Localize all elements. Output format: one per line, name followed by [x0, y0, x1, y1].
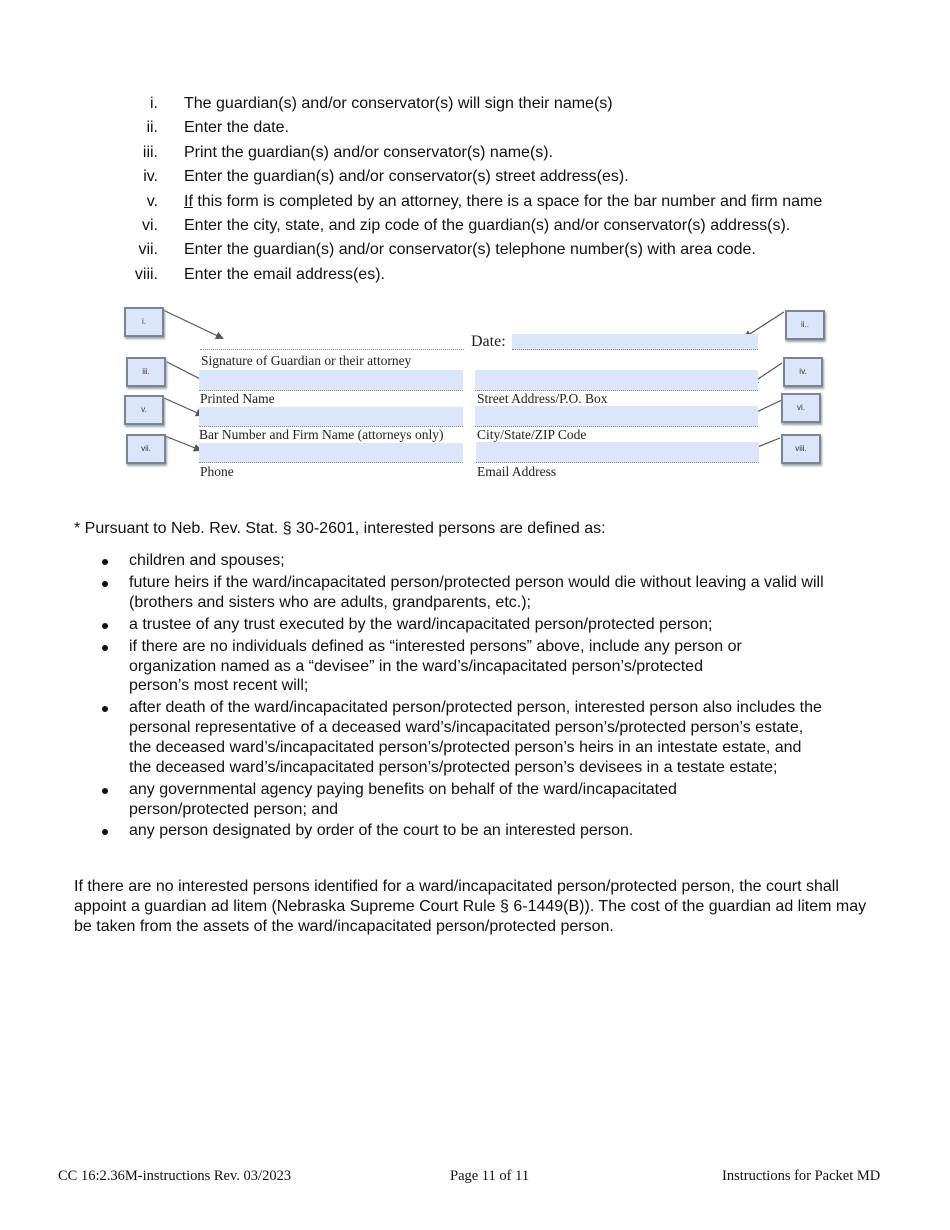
- callout-i: i.: [124, 307, 164, 337]
- callout-vi: vi.: [781, 393, 821, 423]
- step-text: Print the guardian(s) and/or conservator(s) name(s).: [184, 143, 554, 161]
- bullet-icon: [102, 623, 108, 629]
- instruction-step: [120, 118, 900, 142]
- signature-block-diagram: [0, 300, 950, 490]
- instruction-list: [120, 94, 900, 289]
- footer-packet-name: Instructions for Packet MD: [722, 1168, 881, 1184]
- callout-viii: viii.: [781, 434, 821, 464]
- signature-label: Signature of Guardian or their attorney: [201, 353, 412, 368]
- step-text: The guardian(s) and/or conservator(s) will sign their name(s): [184, 95, 613, 112]
- list-item: [98, 573, 858, 613]
- step-number: vi.: [142, 216, 158, 234]
- city-state-zip-label: City/State/ZIP Code: [477, 427, 587, 442]
- bullet-icon: [102, 788, 108, 794]
- step-text: Enter the date.: [184, 119, 289, 137]
- instruction-step: [120, 265, 900, 289]
- interested-persons-list: [98, 551, 858, 843]
- bullet-icon: [102, 581, 108, 587]
- street-address-label: Street Address/P.O. Box: [477, 391, 608, 406]
- step-text: Enter the guardian(s) and/or conservator(s) street address(es).: [184, 168, 629, 186]
- interested-persons-intro: * Pursuant to Neb. Rev. Stat. § 30-2601, interested persons are defined as:: [74, 520, 606, 537]
- instruction-step: [120, 216, 900, 240]
- list-item-text: future heirs if the ward/incapacitated person/protected person would die without leaving a valid will (brothers and sisters who are adults, grandparents, etc.);: [129, 573, 824, 611]
- street-address-field[interactable]: [475, 370, 758, 391]
- step-number: vii.: [138, 241, 158, 259]
- step-number: iv.: [143, 168, 158, 186]
- bar-number-label: Bar Number and Firm Name (attorneys only): [199, 427, 444, 442]
- email-label: Email Address: [477, 464, 557, 479]
- list-item-text: a trustee of any trust executed by the ward/incapacitated person/protected person;: [129, 615, 713, 633]
- callout-iii: iii.: [126, 357, 166, 387]
- date-label: Date:: [471, 333, 506, 350]
- bullet-icon: [102, 559, 108, 565]
- list-item: [98, 615, 858, 635]
- instruction-step: [120, 143, 900, 167]
- list-item: [98, 780, 858, 820]
- list-item-text: any person designated by order of the court to be an interested person.: [129, 822, 634, 840]
- date-field[interactable]: [512, 334, 758, 350]
- phone-field[interactable]: [199, 443, 463, 463]
- footer-page-number: Page 11 of 11: [450, 1168, 530, 1184]
- email-field[interactable]: [476, 442, 759, 463]
- step-number: iii.: [142, 143, 158, 161]
- city-state-zip-field[interactable]: [475, 406, 758, 427]
- step-number: viii.: [134, 265, 158, 283]
- list-item-text: children and spouses;: [129, 552, 285, 569]
- instruction-step: [120, 167, 900, 191]
- printed-name-field[interactable]: [199, 370, 463, 391]
- list-item-text: any governmental agency paying benefits on behalf of the ward/incapacitated person/protected person; and: [129, 780, 677, 818]
- footer-form-id: CC 16:2.36M-instructions Rev. 03/2023: [58, 1168, 292, 1184]
- bullet-icon: [102, 645, 108, 651]
- phone-label: Phone: [200, 464, 234, 479]
- underlined-if: If: [184, 192, 193, 210]
- list-item: [98, 637, 858, 696]
- step-text: Enter the city, state, and zip code of the guardian(s) and/or conservator(s) address(s).: [184, 216, 791, 234]
- instruction-step: [120, 240, 900, 264]
- step-text: Enter the guardian(s) and/or conservator(s) telephone number(s) with area code.: [184, 241, 756, 259]
- callout-v: v.: [124, 395, 164, 425]
- callout-iv: iv.: [783, 357, 823, 387]
- instruction-step: [120, 94, 900, 118]
- step-number: i.: [150, 95, 158, 112]
- step-number: ii.: [146, 119, 158, 137]
- step-text-rest: this form is completed by an attorney, there is a space for the bar number and firm name: [192, 192, 823, 210]
- step-text: Enter the email address(es).: [184, 265, 385, 283]
- instruction-step: [120, 192, 900, 216]
- list-item: [98, 821, 858, 841]
- list-item-text: if there are no individuals defined as “interested persons” above, include any person or organization named as a “devisee” in the ward’s/incapacitated person’s/protected person’s most recent will;: [129, 637, 742, 695]
- guardian-ad-litem-paragraph: If there are no interested persons identified for a ward/incapacitated person/protected person, the court shall appoint a guardian ad litem (Nebraska Supreme Court Rule § 6-1449(B)). The cost of the guardian ad litem may be taken from the assets of the ward/incapacitated person/protected person.: [74, 878, 867, 935]
- step-number: v.: [146, 192, 158, 210]
- list-item: [98, 698, 858, 777]
- list-item: [98, 551, 858, 571]
- list-item-text: after death of the ward/incapacitated person/protected person, interested person also includes the personal representative of a deceased ward’s/incapacitated person’s/protected person’s estate, the deceased ward’s/incapacitated person’s/protected person’s heirs in an intestate estate, and the deceased ward’s/incapacitated person’s/protected person’s devisees in a testate estate;: [129, 699, 822, 776]
- bullet-icon: [102, 706, 108, 712]
- bar-number-field[interactable]: [199, 407, 463, 427]
- callout-vii: vii.: [126, 434, 166, 464]
- step-text: [184, 192, 822, 212]
- signature-line: [200, 349, 464, 350]
- bullet-icon: [102, 829, 108, 835]
- callout-ii: ii..: [785, 310, 825, 340]
- printed-name-label: Printed Name: [200, 391, 275, 406]
